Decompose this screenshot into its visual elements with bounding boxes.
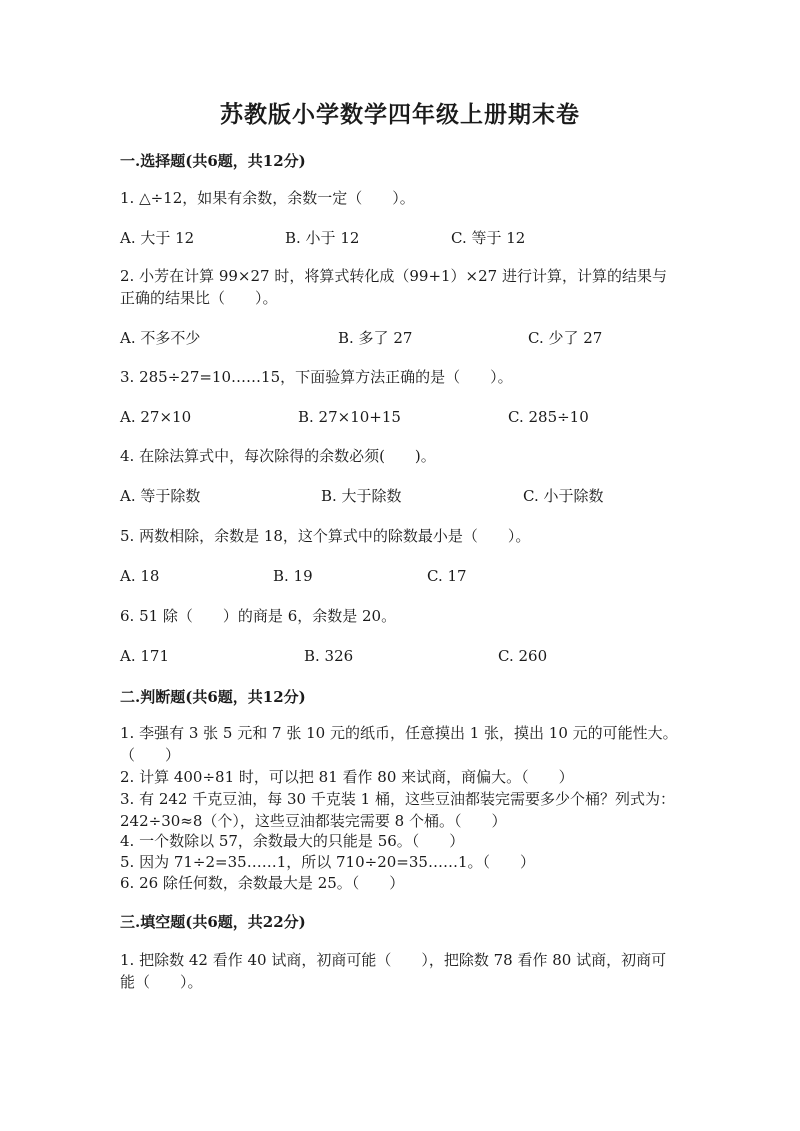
option-a: A. 27×10	[120, 408, 192, 426]
section-heading-choice: 一.选择题(共6题，共12分)	[120, 152, 306, 170]
option-a: A. 大于 12	[120, 229, 195, 247]
judge-item-1: 1. 李强有 3 张 5 元和 7 张 10 元的纸币，任意摸出 1 张，摸出 10 元的可能性大。 （ ）	[120, 724, 701, 764]
choice-question-6: 6. 51 除（ ）的商是 6，余数是 20。	[120, 607, 397, 625]
option-b: B. 27×10+15	[298, 408, 401, 426]
option-b: B. 小于 12	[285, 229, 360, 247]
judge-item-6: 6. 26 除任何数，余数最大是 25。（ ）	[120, 874, 405, 892]
option-a: A. 18	[120, 567, 160, 585]
choice-question-1: 1. △÷12，如果有余数，余数一定（ ）。	[120, 189, 415, 207]
option-c: C. 等于 12	[451, 229, 526, 247]
fill-item-1: 1. 把除数 42 看作 40 试商，初商可能（ ），把除数 78 看作 80 试商，初商可能（ ）。	[120, 951, 667, 991]
option-b: B. 大于除数	[321, 487, 402, 505]
exam-title: 苏教版小学数学四年级上册期末卷	[220, 101, 580, 128]
section-heading-fill: 三.填空题(共6题，共22分)	[120, 913, 306, 931]
option-c: C. 260	[498, 647, 548, 665]
choice-question-5: 5. 两数相除，余数是 18，这个算式中的除数最小是（ ）。	[120, 527, 531, 545]
choice-question-3: 3. 285÷27=10……15，下面验算方法正确的是（ ）。	[120, 368, 513, 386]
option-c: C. 小于除数	[523, 487, 604, 505]
option-b: B. 326	[304, 647, 354, 665]
option-c: C. 285÷10	[508, 408, 589, 426]
option-a: A. 171	[120, 647, 169, 665]
choice-question-4: 4. 在除法算式中，每次除得的余数必须( )。	[120, 447, 436, 465]
option-b: B. 多了 27	[338, 329, 413, 347]
judge-item-4: 4. 一个数除以 57，余数最大的只能是 56。（ ）	[120, 832, 465, 850]
judge-item-3: 3. 有 242 千克豆油，每 30 千克装 1 桶，这些豆油都装完需要多少个桶？列式为：242÷30≈8（个），这些豆油都装完需要 8 个桶。（ ）	[120, 790, 675, 830]
judge-item-2: 2. 计算 400÷81 时，可以把 81 看作 80 来试商，商偏大。（ ）	[120, 768, 574, 786]
option-a: A. 不多不少	[120, 329, 201, 347]
choice-question-2: 2. 小芳在计算 99×27 时，将算式转化成（99+1）×27 进行计算，计算的结果与正确的结果比（ ）。	[120, 267, 667, 307]
judge-item-5: 5. 因为 71÷2=35……1，所以 710÷20=35……1。（ ）	[120, 853, 535, 871]
option-a: A. 等于除数	[120, 487, 201, 505]
option-c: C. 少了 27	[528, 329, 603, 347]
option-b: B. 19	[273, 567, 313, 585]
section-heading-judge: 二.判断题(共6题，共12分)	[120, 688, 306, 706]
option-c: C. 17	[427, 567, 467, 585]
